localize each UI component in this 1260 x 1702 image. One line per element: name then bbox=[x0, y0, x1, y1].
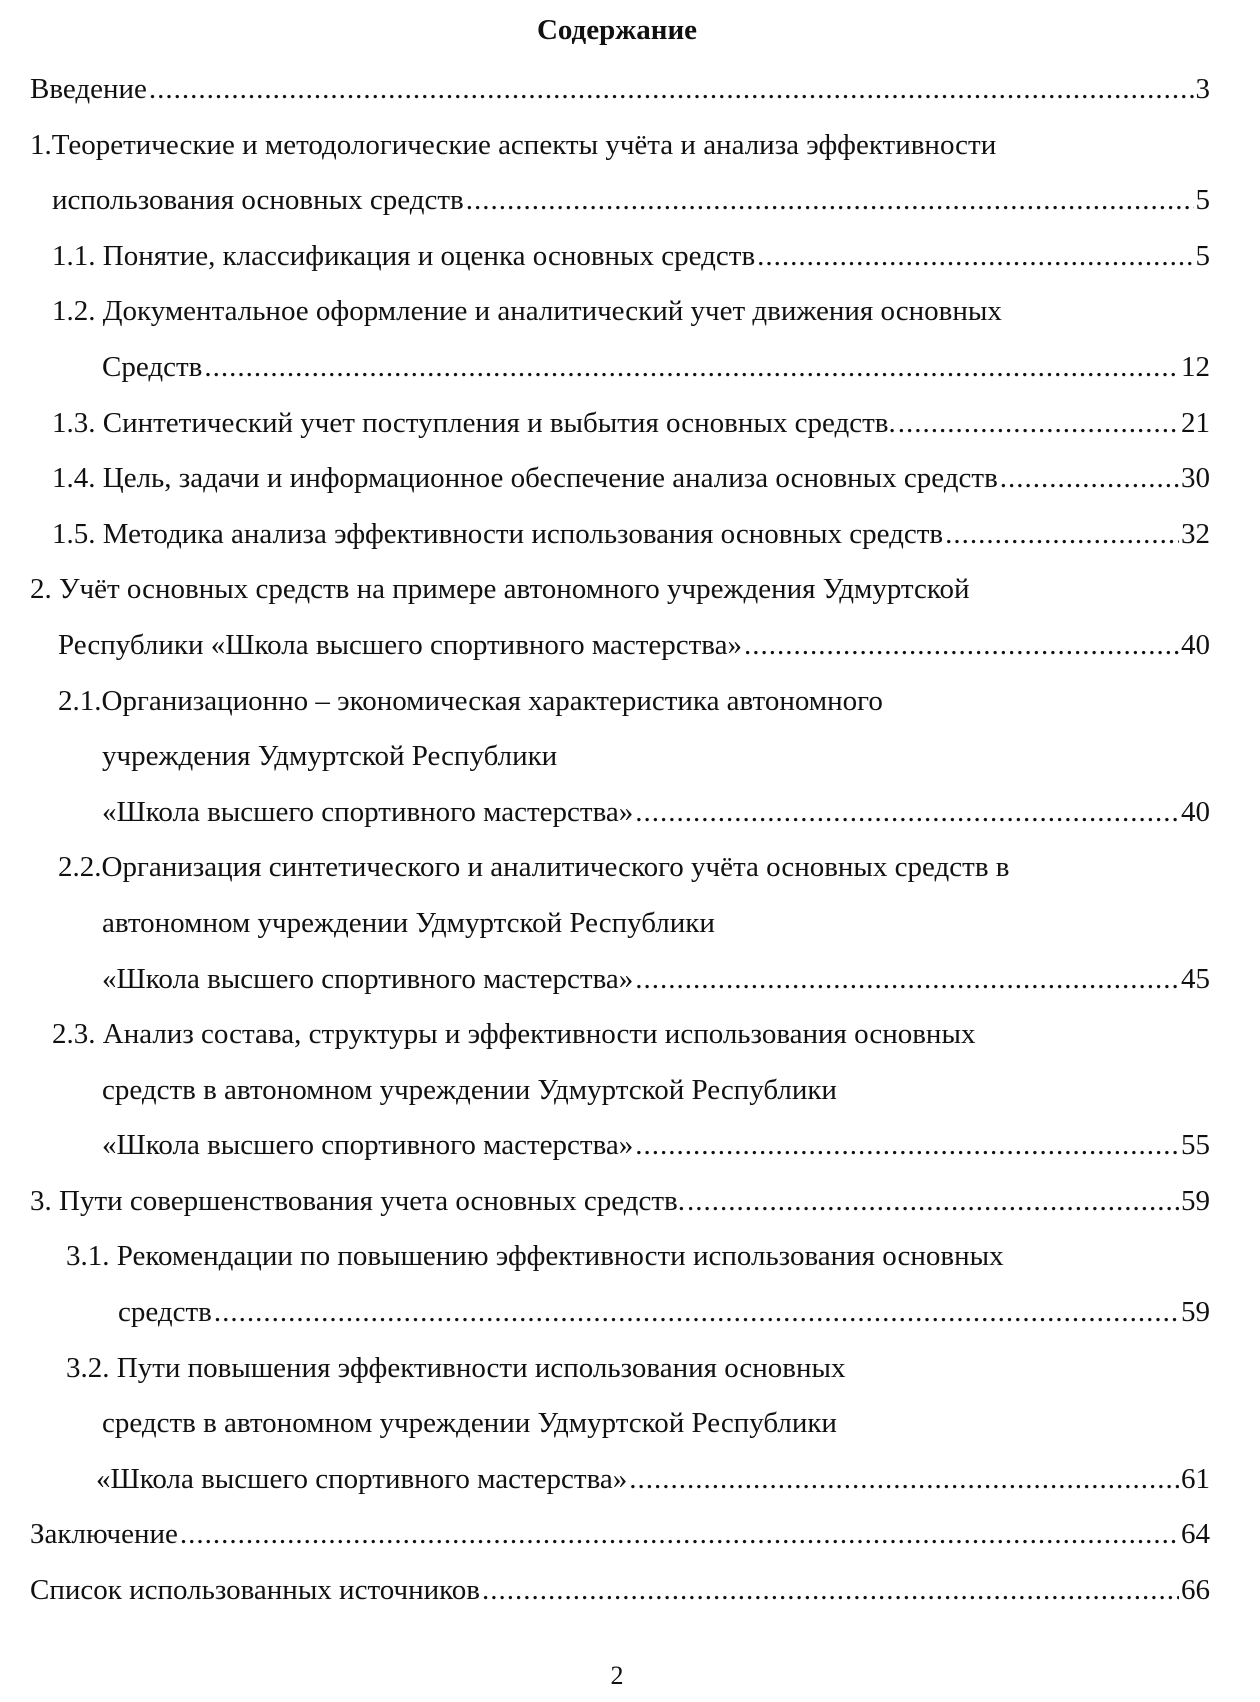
toc-entry-3-2-continued-2 bbox=[30, 1452, 1210, 1508]
toc-entry-1-4 bbox=[30, 451, 1210, 507]
toc-entry-text: Республики «Школа высшего спортивного мастерства» bbox=[58, 628, 742, 661]
page-number: 2 bbox=[610, 1661, 624, 1690]
toc-entry-text: средств в автономном учреждении Удмуртской Республики bbox=[102, 1073, 837, 1106]
toc-entry-text: 2.1.Организационно – экономическая характеристика автономного bbox=[58, 684, 883, 717]
toc-entry-2-2-continued bbox=[30, 896, 1210, 952]
toc-entry-text: 1.4. Цель, задачи и информационное обеспечение анализа основных средств bbox=[52, 462, 998, 495]
toc-title: Содержание bbox=[536, 14, 698, 46]
toc-entry-text: 2. Учёт основных средств на примере автономного учреждения Удмуртской bbox=[30, 573, 970, 606]
toc-entry-references bbox=[30, 1563, 1210, 1619]
dot-leader bbox=[635, 785, 1179, 841]
toc-entry-1-2-continued bbox=[30, 340, 1210, 396]
toc-entry-2-3 bbox=[30, 1007, 1210, 1063]
toc-entry-chapter-2 bbox=[30, 562, 1210, 618]
toc-entry-text: учреждения Удмуртской Республики bbox=[102, 740, 558, 773]
toc-page-number: 32 bbox=[1181, 517, 1210, 550]
toc-page-number: 40 bbox=[1181, 795, 1210, 828]
toc-entry-3-1 bbox=[30, 1229, 1210, 1285]
toc-entry-1-1 bbox=[30, 229, 1210, 285]
toc-entry-1-3 bbox=[30, 396, 1210, 452]
toc-entry-chapter-1-continued bbox=[30, 173, 1210, 229]
toc-entry-2-3-continued bbox=[30, 1063, 1210, 1119]
toc-entry-text: использования основных средств bbox=[52, 184, 464, 217]
toc-entry-2-1-continued-2 bbox=[30, 785, 1210, 841]
dot-leader bbox=[204, 340, 1179, 396]
toc-page-number: 55 bbox=[1181, 1129, 1210, 1162]
toc-entry-introduction bbox=[30, 62, 1210, 118]
toc-page-number: 59 bbox=[1181, 1296, 1210, 1329]
table-of-contents bbox=[30, 62, 1210, 1619]
dot-leader bbox=[149, 62, 1194, 118]
toc-entry-2-1 bbox=[30, 674, 1210, 730]
toc-entry-2-1-continued bbox=[30, 729, 1210, 785]
toc-page-number: 21 bbox=[1181, 406, 1210, 439]
toc-entry-text: 3.2. Пути повышения эффективности использования основных bbox=[66, 1351, 846, 1384]
toc-entry-3-1-continued bbox=[30, 1285, 1210, 1341]
toc-entry-2-2-continued-2 bbox=[30, 952, 1210, 1008]
toc-page-number: 45 bbox=[1181, 962, 1210, 995]
toc-entry-text: 2.2.Организация синтетического и аналитического учёта основных средств в bbox=[58, 851, 1010, 884]
toc-entry-3-2 bbox=[30, 1341, 1210, 1397]
toc-entry-text: 3. Пути совершенствования учета основных средств. bbox=[30, 1184, 685, 1217]
dot-leader bbox=[635, 1118, 1179, 1174]
dot-leader bbox=[482, 1563, 1179, 1619]
toc-entry-text: автономном учреждении Удмуртской Республики bbox=[102, 906, 715, 939]
toc-entry-2-3-continued-2 bbox=[30, 1118, 1210, 1174]
toc-entry-text: Список использованных источников bbox=[30, 1574, 480, 1607]
toc-entry-chapter-3 bbox=[30, 1174, 1210, 1230]
toc-page-number: 12 bbox=[1181, 350, 1210, 383]
toc-entry-text: 3.1. Рекомендации по повышению эффективности использования основных bbox=[66, 1240, 1004, 1273]
toc-entry-conclusion bbox=[30, 1507, 1210, 1563]
toc-page-number: 66 bbox=[1181, 1574, 1210, 1607]
dot-leader bbox=[744, 618, 1179, 674]
toc-entry-text: «Школа высшего спортивного мастерства» bbox=[96, 1462, 628, 1495]
dot-leader bbox=[629, 1452, 1179, 1508]
toc-entry-text: 2.3. Анализ состава, структуры и эффективности использования основных bbox=[52, 1018, 976, 1051]
toc-entry-text: Введение bbox=[30, 73, 147, 105]
toc-entry-3-2-continued bbox=[30, 1396, 1210, 1452]
dot-leader bbox=[466, 173, 1194, 229]
toc-page-number: 3 bbox=[1195, 73, 1210, 105]
dot-leader bbox=[945, 507, 1179, 563]
dot-leader bbox=[635, 952, 1179, 1008]
toc-page-number: 61 bbox=[1181, 1462, 1210, 1495]
toc-entry-text: «Школа высшего спортивного мастерства» bbox=[102, 795, 634, 828]
toc-entry-1-5 bbox=[30, 507, 1210, 563]
dot-leader bbox=[180, 1507, 1179, 1563]
dot-leader bbox=[898, 396, 1179, 452]
toc-page-number: 5 bbox=[1195, 184, 1210, 217]
toc-entry-2-2 bbox=[30, 840, 1210, 896]
toc-entry-1-2 bbox=[30, 284, 1210, 340]
toc-entry-chapter-1 bbox=[30, 118, 1210, 174]
dot-leader bbox=[1000, 451, 1179, 507]
toc-entry-text: 1.2. Документальное оформление и аналитический учет движения основных bbox=[52, 295, 1002, 328]
toc-entry-text: 1.1. Понятие, классификация и оценка основных средств bbox=[52, 239, 756, 272]
toc-entry-text: средств bbox=[118, 1296, 212, 1329]
toc-page-number: 5 bbox=[1195, 239, 1210, 272]
toc-entry-text: 1.Теоретические и методологические аспекты учёта и анализа эффективности bbox=[30, 128, 997, 161]
dot-leader bbox=[687, 1174, 1179, 1230]
toc-entry-text: 1.5. Методика анализа эффективности использования основных средств bbox=[52, 517, 944, 550]
toc-entry-text: средств в автономном учреждении Удмуртской Республики bbox=[102, 1407, 837, 1440]
toc-entry-text: «Школа высшего спортивного мастерства» bbox=[102, 1129, 634, 1162]
toc-entry-text: Заключение bbox=[30, 1518, 178, 1551]
toc-page-number: 59 bbox=[1181, 1184, 1210, 1217]
toc-page-number: 40 bbox=[1181, 628, 1210, 661]
dot-leader bbox=[214, 1285, 1179, 1341]
dot-leader bbox=[757, 229, 1193, 285]
toc-page-number: 64 bbox=[1181, 1518, 1210, 1551]
toc-entry-text: 1.3. Синтетический учет поступления и выбытия основных средств. bbox=[52, 406, 896, 439]
toc-entry-text: Средств bbox=[102, 350, 203, 383]
toc-entry-text: «Школа высшего спортивного мастерства» bbox=[102, 962, 634, 995]
toc-entry-chapter-2-continued bbox=[30, 618, 1210, 674]
toc-page-number: 30 bbox=[1181, 462, 1210, 495]
